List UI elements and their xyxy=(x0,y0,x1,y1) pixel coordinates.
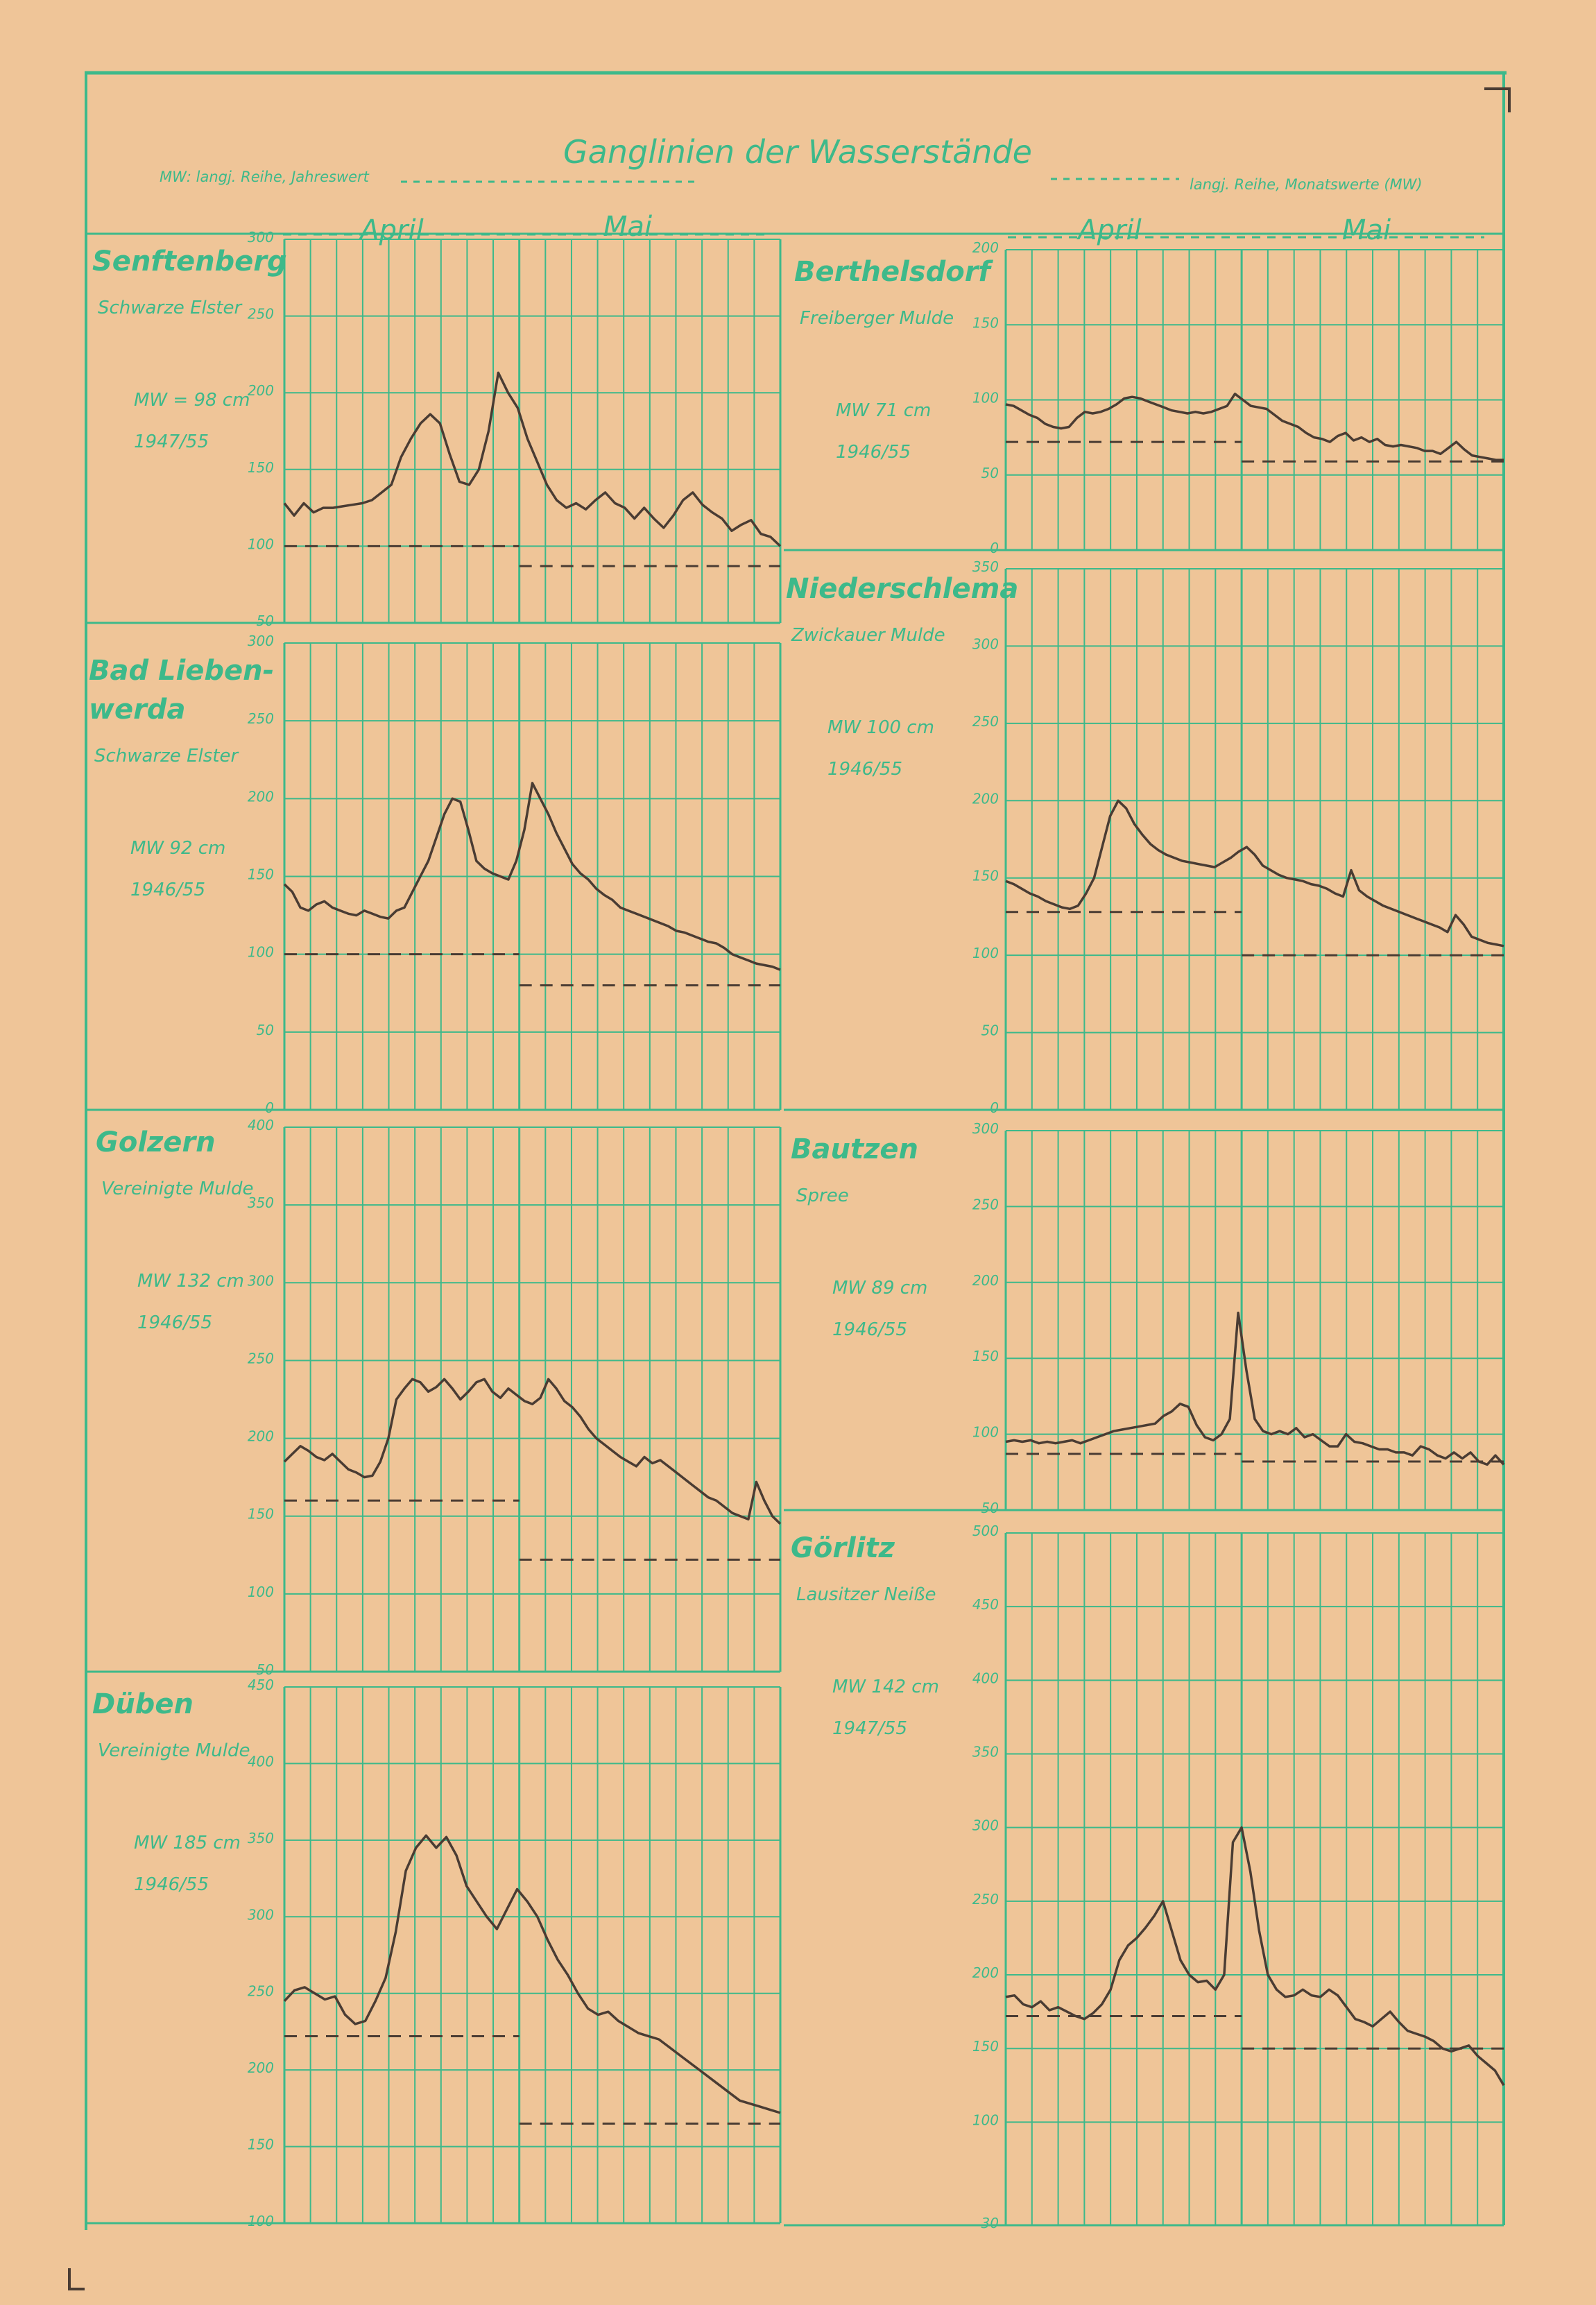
y-tick-label: 300 xyxy=(247,1906,274,1923)
y-tick-label: 250 xyxy=(972,1196,999,1213)
mean-water-level: MW 100 cm xyxy=(827,717,934,738)
y-tick-label: 150 xyxy=(247,459,274,476)
y-tick-label: 250 xyxy=(972,712,999,730)
y-tick-label: 250 xyxy=(247,1350,274,1367)
y-tick-label: 450 xyxy=(247,1677,274,1693)
y-tick-label: 200 xyxy=(972,790,999,807)
record-period: 1947/55 xyxy=(832,1718,908,1739)
y-tick-label: 100 xyxy=(972,945,999,962)
y-tick-label: 250 xyxy=(247,1982,274,2000)
y-tick-label: 350 xyxy=(247,1194,274,1212)
y-tick-label: 0 xyxy=(990,540,999,556)
station-name: Berthelsdorf xyxy=(794,256,990,288)
y-tick-label: 50 xyxy=(981,464,999,481)
y-tick-label: 50 xyxy=(256,1021,274,1038)
station-name: Bautzen xyxy=(791,1133,918,1165)
station-name: Görlitz xyxy=(791,1532,895,1564)
y-tick-label: 300 xyxy=(972,635,999,653)
y-tick-label: 300 xyxy=(247,229,274,246)
station-name: werda xyxy=(89,694,186,726)
record-period: 1946/55 xyxy=(827,759,903,780)
river-name: Schwarze Elster xyxy=(98,298,242,318)
y-tick-label: 100 xyxy=(972,1423,999,1441)
month-label-april-right: April xyxy=(1078,214,1142,246)
y-tick-label: 400 xyxy=(247,1753,274,1770)
page-title: Ganglinien der Wasserstände xyxy=(563,133,1032,171)
record-period: 1947/55 xyxy=(134,431,209,452)
y-tick-label: 0 xyxy=(265,1099,274,1116)
mean-water-level: MW 92 cm xyxy=(130,838,226,859)
legend-monthly-mean: langj. Reihe, Monatswerte (MW) xyxy=(1190,176,1423,193)
y-tick-label: 50 xyxy=(256,1661,274,1678)
y-tick-label: 150 xyxy=(972,2038,999,2055)
y-tick-label: 100 xyxy=(247,943,274,961)
record-period: 1946/55 xyxy=(137,1312,213,1333)
y-tick-label: 450 xyxy=(972,1596,999,1613)
y-tick-label: 200 xyxy=(247,382,274,400)
y-tick-label: 30 xyxy=(981,2215,999,2231)
y-tick-label: 400 xyxy=(972,1670,999,1687)
record-period: 1946/55 xyxy=(832,1319,908,1340)
y-tick-label: 100 xyxy=(247,1583,274,1600)
y-tick-label: 250 xyxy=(972,1890,999,1908)
station-name: Golzern xyxy=(96,1126,216,1158)
y-tick-label: 200 xyxy=(972,1271,999,1289)
y-tick-label: 200 xyxy=(972,239,999,256)
y-tick-label: 300 xyxy=(972,1817,999,1834)
y-tick-label: 100 xyxy=(247,535,274,553)
river-name: Vereinigte Mulde xyxy=(98,1740,250,1761)
legend-annual-mean: MW: langj. Reihe, Jahreswert xyxy=(160,169,369,185)
y-tick-label: 200 xyxy=(247,2059,274,2077)
river-name: Spree xyxy=(796,1185,849,1206)
record-period: 1946/55 xyxy=(130,880,206,900)
y-tick-label: 50 xyxy=(256,612,274,629)
river-name: Lausitzer Neiße xyxy=(796,1584,936,1605)
mean-water-level: MW 71 cm xyxy=(836,400,932,421)
y-tick-label: 100 xyxy=(972,389,999,406)
y-tick-label: 150 xyxy=(972,314,999,332)
mean-water-level: MW 132 cm xyxy=(137,1271,244,1292)
y-tick-label: 350 xyxy=(972,1743,999,1760)
y-tick-label: 150 xyxy=(972,867,999,884)
river-name: Vereinigte Mulde xyxy=(101,1179,254,1199)
y-tick-label: 250 xyxy=(247,710,274,728)
river-name: Freiberger Mulde xyxy=(800,308,954,329)
mean-water-level: MW 142 cm xyxy=(832,1677,939,1697)
y-tick-label: 0 xyxy=(990,1099,999,1116)
station-name: Bad Lieben- xyxy=(89,655,275,687)
station-name: Senftenberg xyxy=(92,246,287,277)
river-name: Zwickauer Mulde xyxy=(791,625,945,646)
y-tick-label: 100 xyxy=(247,2213,274,2229)
month-label-may-right: Mai xyxy=(1341,214,1391,246)
y-tick-label: 150 xyxy=(247,1505,274,1523)
y-tick-label: 50 xyxy=(981,1022,999,1039)
y-tick-label: 150 xyxy=(247,2136,274,2153)
y-tick-label: 50 xyxy=(981,1500,999,1516)
y-tick-label: 400 xyxy=(247,1117,274,1133)
month-label-april-left: April xyxy=(360,214,424,246)
mean-water-level: MW 185 cm xyxy=(134,1833,241,1853)
y-tick-label: 500 xyxy=(972,1523,999,1539)
y-tick-label: 350 xyxy=(972,558,999,575)
y-tick-label: 300 xyxy=(972,1120,999,1137)
month-label-may-left: Mai xyxy=(603,211,653,243)
y-tick-label: 150 xyxy=(247,866,274,883)
record-period: 1946/55 xyxy=(836,442,911,463)
station-name: Düben xyxy=(92,1688,194,1720)
y-tick-label: 350 xyxy=(247,1829,274,1846)
y-tick-label: 150 xyxy=(972,1348,999,1365)
y-tick-label: 200 xyxy=(972,1964,999,1982)
y-tick-label: 200 xyxy=(247,1428,274,1445)
y-tick-label: 300 xyxy=(247,1272,274,1289)
mean-water-level: MW = 98 cm xyxy=(134,390,250,411)
station-name: Niederschlema xyxy=(786,573,1019,605)
mean-water-level: MW 89 cm xyxy=(832,1278,928,1299)
y-tick-label: 200 xyxy=(247,788,274,805)
y-tick-label: 250 xyxy=(247,305,274,323)
record-period: 1946/55 xyxy=(134,1874,209,1895)
y-tick-label: 300 xyxy=(247,633,274,649)
river-name: Schwarze Elster xyxy=(94,746,239,766)
y-tick-label: 100 xyxy=(972,2111,999,2129)
